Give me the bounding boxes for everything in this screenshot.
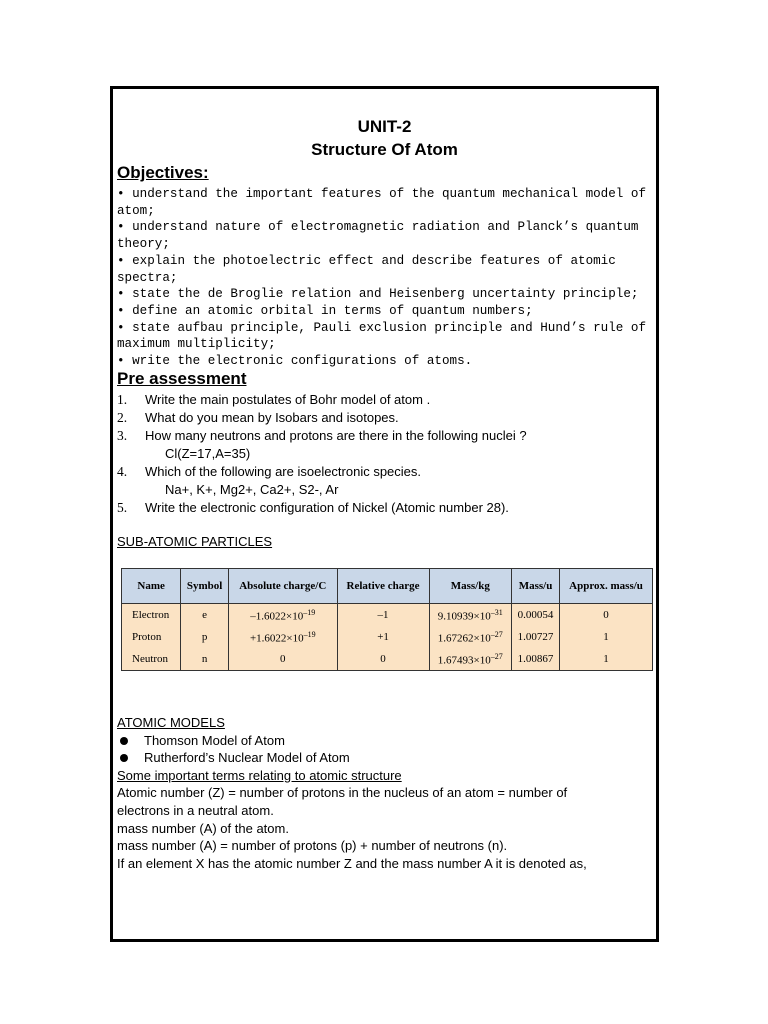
atomic-models-section (117, 714, 653, 872)
objectives-heading: Objectives: (117, 163, 209, 182)
bullet-icon (117, 732, 144, 750)
col-header: Symbol (181, 569, 229, 604)
table-row (122, 626, 653, 648)
cell-mass-kg: $1.67262\times 10^{-27}$ (429, 626, 512, 648)
cell-mass-kg: $1.67493\times 10^{-27}$ (429, 648, 512, 671)
question-sub-text: Na+, K+, Mg2+, Ca2+, S2-, Ar (165, 482, 339, 497)
col-header: Name (122, 569, 181, 604)
cell-approx: 0 (560, 604, 653, 627)
question-text: Write the electronic configuration of Nickel (Atomic number 28). (145, 500, 509, 515)
list-item: Thomson Model of Atom (117, 732, 653, 750)
question-item (117, 409, 653, 427)
cell-abs-charge: $+1.6022\times 10^{-19}$ (228, 626, 337, 648)
cell-rel-charge: –1 (337, 604, 429, 627)
cell-name: Electron (122, 604, 181, 627)
objective-item: • state aufbau principle, Pauli exclusion principle and Hund’s rule of maximum multiplicity; (117, 320, 654, 352)
cell-mass-u: 1.00727 (512, 626, 560, 648)
question-text: Write the main postulates of Bohr model of atom . (145, 392, 431, 407)
question-item (117, 391, 653, 409)
terms-heading: Some important terms relating to atomic structure (117, 767, 402, 783)
text-line: mass number (A) = number of protons (p) + number of neutrons (n). (117, 838, 508, 854)
question-item (117, 463, 653, 481)
subatomic-table (121, 568, 653, 671)
text-line: If an element X has the atomic number Z and the mass number A it is denoted as, (117, 855, 587, 871)
unit-heading: UNIT-2 (357, 117, 412, 136)
cell-mass-kg: $9.10939\times 10^{-31}$ (429, 604, 512, 627)
col-header: Absolute charge/C (228, 569, 337, 604)
objective-item: • understand the important features of the quantum mechanical model of atom; (117, 187, 654, 218)
text-line: mass number (A) of the atom. (117, 820, 289, 836)
cell-symbol: n (181, 648, 229, 671)
cell-mass-u: 0.00054 (512, 604, 560, 627)
table-row (122, 604, 653, 627)
objective-item: • state the de Broglie relation and Heisenberg uncertainty principle; (117, 287, 639, 302)
cell-rel-charge: 0 (337, 648, 429, 671)
bullet-icon (117, 749, 144, 767)
cell-name: Proton (122, 626, 181, 648)
pre-assessment-heading: Pre assessment (117, 369, 247, 388)
atomic-models-heading: ATOMIC MODELS (117, 715, 225, 730)
cell-mass-u: 1.00867 (512, 648, 560, 671)
question-number: 2. (117, 410, 128, 425)
question-number: 1. (117, 392, 128, 407)
objective-item: • understand nature of electromagnetic radiation and Planck’s quantum theory; (117, 220, 647, 252)
question-text: How many neutrons and protons are there in the following nuclei ? (145, 428, 527, 443)
question-text: What do you mean by Isobars and isotopes. (145, 410, 399, 425)
question-number: 5. (117, 500, 128, 515)
cell-rel-charge: +1 (337, 626, 429, 648)
question-number: 4. (117, 464, 128, 479)
page-frame (110, 86, 659, 942)
objective-item: • define an atomic orbital in terms of quantum numbers; (117, 303, 533, 318)
cell-approx: 1 (560, 648, 653, 671)
cell-abs-charge: $-1.6022\times 10^{-19}$ (228, 604, 337, 627)
col-header: Mass/u (512, 569, 560, 604)
cell-approx: 1 (560, 626, 653, 648)
question-text: Which of the following are isoelectronic species. (145, 464, 422, 479)
page-title: Structure Of Atom (311, 140, 458, 159)
objective-item: • write the electronic configurations of atoms. (117, 354, 473, 369)
col-header: Mass/kg (429, 569, 512, 604)
pre-assessment-list (117, 391, 653, 517)
cell-symbol: p (181, 626, 229, 648)
question-sub-text: Cl(Z=17,A=35) (165, 446, 251, 461)
cell-name: Neutron (122, 648, 181, 671)
cell-abs-charge: 0 (228, 648, 337, 671)
question-item (117, 427, 653, 445)
table-header-row (122, 569, 653, 604)
subatomic-heading: SUB-ATOMIC PARTICLES (117, 534, 273, 549)
list-item: Rutherford’s Nuclear Model of Atom (117, 749, 653, 767)
text-line: Atomic number (Z) = number of protons in the nucleus of an atom = number of (117, 785, 568, 801)
objective-item: • explain the photoelectric effect and describe features of atomic spectra; (117, 253, 624, 285)
objectives-list (117, 186, 653, 370)
cell-symbol: e (181, 604, 229, 627)
col-header: Relative charge (337, 569, 429, 604)
question-number: 3. (117, 428, 128, 443)
question-item (117, 499, 653, 517)
table-row (122, 648, 653, 671)
text-line: electrons in a neutral atom. (117, 802, 274, 818)
col-header: Approx. mass/u (560, 569, 653, 604)
